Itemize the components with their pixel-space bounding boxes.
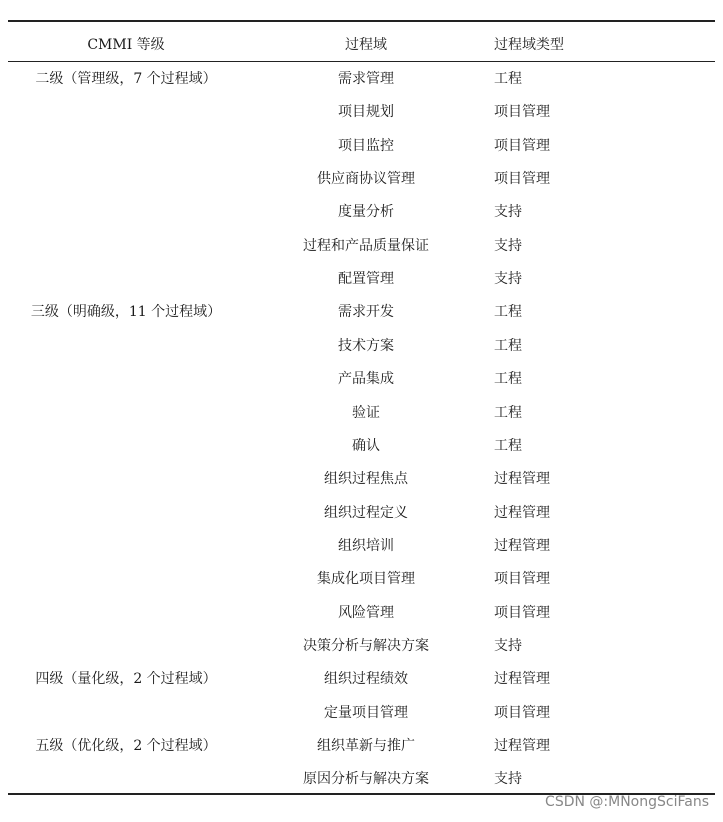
cell-process-area-type: 工程 bbox=[494, 371, 522, 387]
cell-process-area: 验证 bbox=[352, 405, 380, 421]
cell-process-area: 配置管理 bbox=[338, 271, 394, 287]
cell-process-area: 组织培训 bbox=[338, 538, 394, 554]
cell-process-area: 组织过程绩效 bbox=[324, 671, 408, 687]
cell-cmmi-level: 三级（明确级，11 个过程域） bbox=[30, 304, 222, 320]
cell-process-area: 技术方案 bbox=[338, 338, 394, 354]
cell-process-area-type: 过程管理 bbox=[494, 471, 550, 487]
cell-process-area-type: 工程 bbox=[494, 304, 522, 320]
cell-process-area-type: 工程 bbox=[494, 405, 522, 421]
cell-process-area-type: 项目管理 bbox=[494, 571, 550, 587]
cell-process-area-type: 工程 bbox=[494, 438, 522, 454]
table-header-rule bbox=[8, 61, 715, 62]
cell-process-area-type: 项目管理 bbox=[494, 705, 550, 721]
cell-process-area: 需求开发 bbox=[338, 304, 394, 320]
cell-process-area-type: 支持 bbox=[494, 204, 522, 220]
cell-process-area: 风险管理 bbox=[338, 605, 394, 621]
cell-process-area-type: 过程管理 bbox=[494, 505, 550, 521]
cell-cmmi-level: 四级（量化级，2 个过程域） bbox=[35, 671, 217, 687]
cell-process-area: 原因分析与解决方案 bbox=[303, 771, 429, 787]
cell-process-area-type: 项目管理 bbox=[494, 138, 550, 154]
cell-process-area: 组织过程焦点 bbox=[324, 471, 408, 487]
cell-cmmi-level: 五级（优化级，2 个过程域） bbox=[35, 738, 217, 754]
watermark: CSDN @:MNongSciFans bbox=[545, 794, 709, 810]
cell-cmmi-level: 二级（管理级，7 个过程域） bbox=[35, 71, 217, 87]
cell-process-area: 集成化项目管理 bbox=[317, 571, 415, 587]
cell-process-area: 项目规划 bbox=[338, 104, 394, 120]
header-process-area: 过程域 bbox=[345, 37, 387, 53]
cell-process-area-type: 支持 bbox=[494, 238, 522, 254]
cell-process-area-type: 过程管理 bbox=[494, 671, 550, 687]
header-process-area-type: 过程域类型 bbox=[494, 37, 564, 53]
cell-process-area: 组织过程定义 bbox=[324, 505, 408, 521]
cell-process-area: 供应商协议管理 bbox=[317, 171, 415, 187]
cell-process-area-type: 支持 bbox=[494, 271, 522, 287]
cell-process-area-type: 项目管理 bbox=[494, 171, 550, 187]
cell-process-area: 确认 bbox=[352, 438, 380, 454]
cell-process-area-type: 项目管理 bbox=[494, 605, 550, 621]
cell-process-area-type: 工程 bbox=[494, 338, 522, 354]
cell-process-area: 项目监控 bbox=[338, 138, 394, 154]
cell-process-area: 产品集成 bbox=[338, 371, 394, 387]
cell-process-area: 度量分析 bbox=[338, 204, 394, 220]
cell-process-area: 组织革新与推广 bbox=[317, 738, 415, 754]
header-cmmi-level: CMMI 等级 bbox=[87, 37, 165, 53]
cell-process-area-type: 支持 bbox=[494, 771, 522, 787]
cell-process-area-type: 过程管理 bbox=[494, 538, 550, 554]
cell-process-area-type: 过程管理 bbox=[494, 738, 550, 754]
cell-process-area: 过程和产品质量保证 bbox=[303, 238, 429, 254]
cell-process-area-type: 支持 bbox=[494, 638, 522, 654]
cell-process-area: 需求管理 bbox=[338, 71, 394, 87]
cell-process-area-type: 工程 bbox=[494, 71, 522, 87]
cell-process-area: 决策分析与解决方案 bbox=[303, 638, 429, 654]
cell-process-area-type: 项目管理 bbox=[494, 104, 550, 120]
table-top-rule bbox=[8, 20, 715, 22]
cell-process-area: 定量项目管理 bbox=[324, 705, 408, 721]
